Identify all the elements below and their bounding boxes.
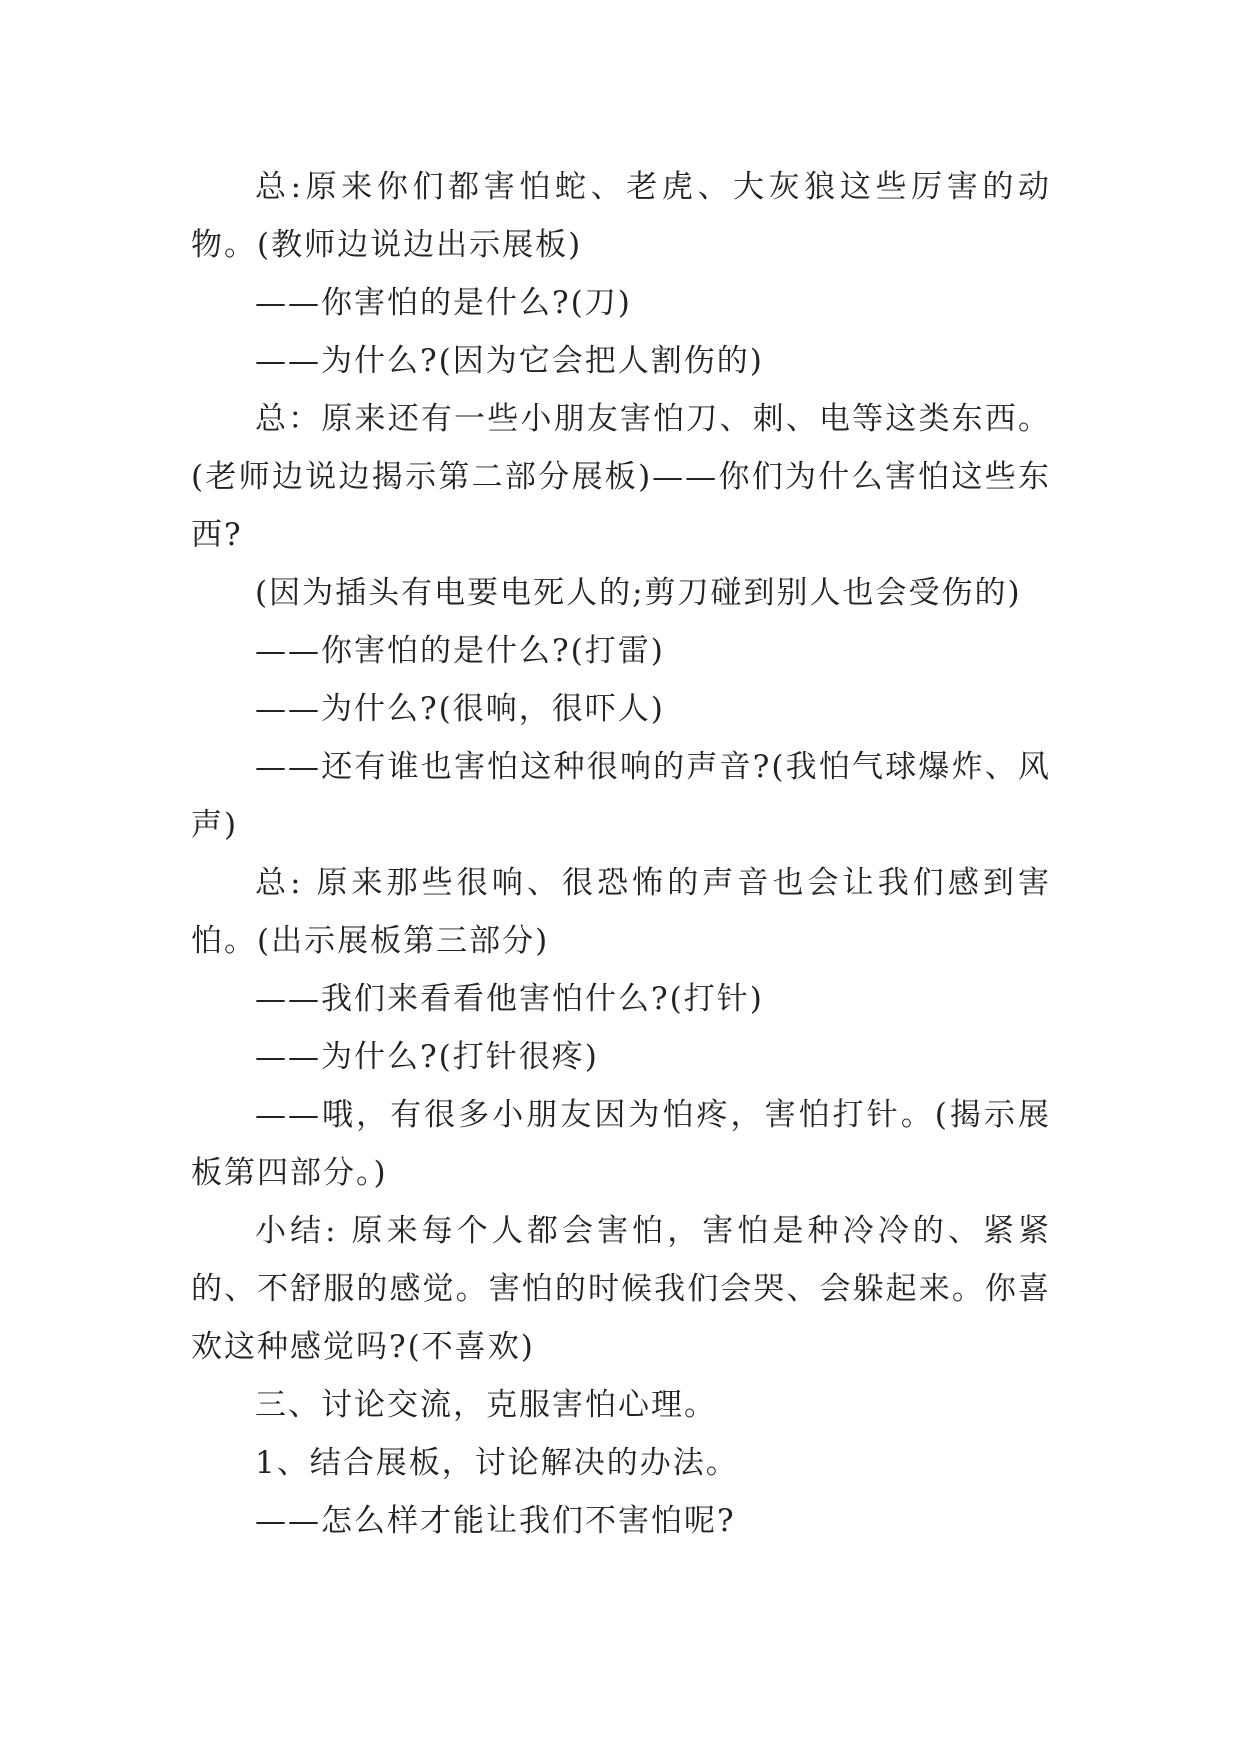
paragraph-1: 总:原来你们都害怕蛇、老虎、大灰狼这些厉害的动物。(教师边说边出示展板) [191,169,1051,263]
paragraph-8: ——还有谁也害怕这种很响的声音?(我怕气球爆炸、风声) [191,749,1051,843]
paragraph-11: ——为什么?(打针很疼) [255,1039,599,1075]
paragraph-5: (因为插头有电要电死人的;剪刀碰到别人也会受伤的) [255,575,1022,611]
paragraph-10: ——我们来看看他害怕什么?(打针) [255,981,764,1017]
paragraph-14: 三、讨论交流，克服害怕心理。 [255,1387,717,1423]
paragraph-9: 总: 原来那些很响、很恐怖的声音也会让我们感到害怕。(出示展板第三部分) [191,865,1051,959]
document-body [191,158,1051,1550]
paragraph-4: 总：原来还有一些小朋友害怕刀、刺、电等这类东西。(老师边说边揭示第二部分展板)——你们为什么害怕这些东西? [191,401,1051,553]
paragraph-6: ——你害怕的是什么?(打雷) [255,633,665,669]
paragraph-12: ——哦，有很多小朋友因为怕疼，害怕打针。(揭示展板第四部分。) [191,1097,1051,1191]
paragraph-15: 1、结合展板，讨论解决的办法。 [255,1445,739,1481]
paragraph-7: ——为什么?(很响，很吓人) [255,691,665,727]
paragraph-16: ——怎么样才能让我们不害怕呢? [255,1503,736,1539]
paragraph-3: ——为什么?(因为它会把人割伤的) [255,343,764,379]
paragraph-2: ——你害怕的是什么?(刀) [255,285,632,321]
paragraph-13: 小结: 原来每个人都会害怕，害怕是种冷冷的、紧紧的、不舒服的感觉。害怕的时候我们会哭、会躲起来。你喜欢这种感觉吗?(不喜欢) [191,1213,1051,1365]
